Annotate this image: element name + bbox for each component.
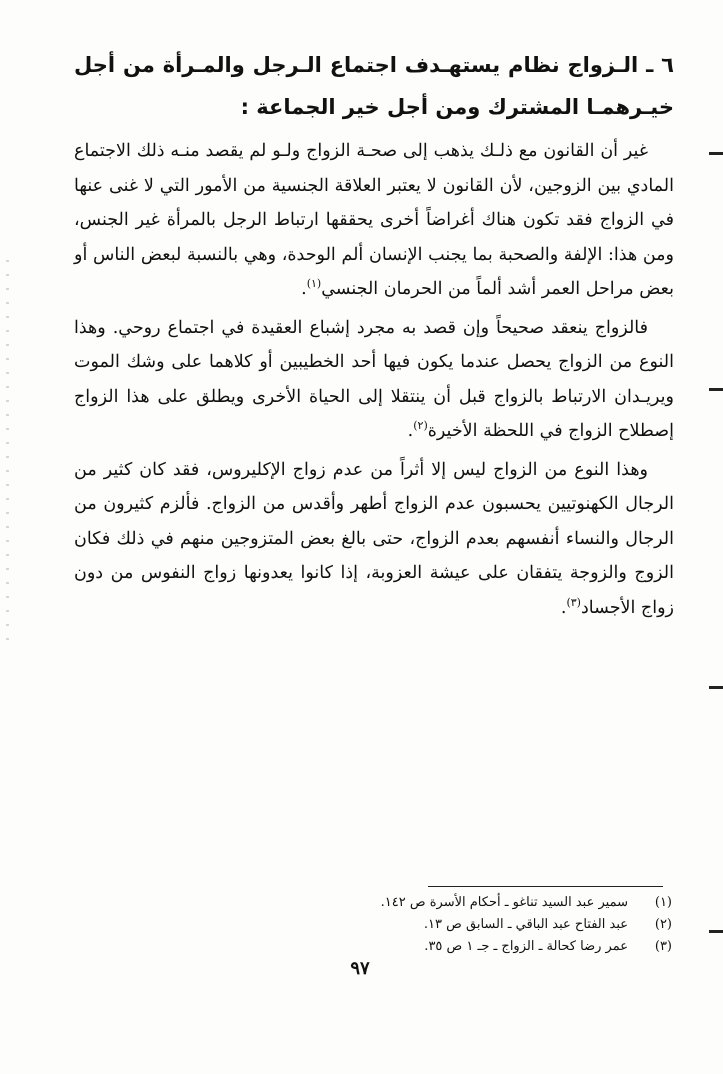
margin-mark (709, 388, 723, 391)
section-heading: ٦ ـ الـزواج نظام يستهـدف اجتماع الـرجل والمـرأة من أجل خيـرهمـا المشترك ومن أجل خير الجماعة : (74, 53, 674, 119)
paragraph-end: . (407, 421, 414, 441)
footnotes (200, 892, 672, 958)
paragraph-1 (74, 134, 674, 307)
paragraph-text: وهذا النوع من الزواج ليس إلا أثراً من عدم زواج الإكليروس، فقد كان كثير من الرجال الكهنوتيين يحسبون عدم الزواج أطهر وأقدس من الزواج. فألزم كثيرون من الرجال والنساء أنفسهم بعدم الزواج، حتى بالغ بعض المتزوجين منهم في ذلك فكان الزوج والزوجة يتفقان على عيشة العزوبة، إذا كانوا يعدونها زواج النفوس من دون زواج الأجساد (74, 459, 674, 618)
margin-mark (709, 152, 723, 155)
scan-edge-noise (6, 260, 9, 640)
page-number: ٩٧ (350, 958, 370, 979)
footnote-text: سمير عبد السيد تناغو ـ أحكام الأسرة ص ١٤٢. (380, 895, 628, 910)
paragraph-2 (74, 311, 674, 449)
margin-mark (709, 930, 723, 933)
footnote-ref: (٣) (566, 595, 581, 609)
footnote-item (200, 936, 672, 958)
footnote-ref: (١) (306, 277, 322, 291)
footnote-ref: (٢) (413, 419, 428, 433)
footnote-item (200, 914, 672, 936)
footnote-number: (١) (654, 895, 672, 910)
paragraph-text: فالزواج ينعقد صحيحاً وإن قصد به مجرد إشباع العقيدة في اجتماع روحي. وهذا النوع من الزواج يحصل عندما يكون فيها أحد الخطيبين أو كلاهما على وشك الموت ويريـدان الارتباط بالزواج قبل أن ينتقلا إلى الحياة الأخرى ويطلق على هذا الزواج إصطلاح الزواج في اللحظة الأخيرة (74, 317, 674, 441)
paragraph-text: غير أن القانون مع ذلـك يذهب إلى صحـة الزواج ولـو لم يقصد منـه ذلك الاجتماع المادي بين الزوجين، لأن القانون لا يعتبر العلاقة الجنسية من الأمور التي لا غنى عنها في الزواج فقد تكون هناك أغراضاً أخرى يحققها ارتباط الرجل بالمرأة غير الجنس، ومن هذا: الإلفة والصحبة بما يجنب الإنسان ألم الوحدة، وهي بالنسبة لبعض الناس أو بعض مراحل العمر أشد ألماً من الحرمان الجنسي (74, 141, 674, 299)
footnote-number: (٣) (654, 939, 672, 954)
footnote-separator (428, 886, 663, 887)
main-text (74, 44, 674, 629)
paragraph-end: . (301, 279, 307, 299)
paragraph-end: . (560, 597, 567, 618)
footnote-number: (٢) (654, 917, 672, 932)
footnote-text: عمر رضا كحالة ـ الزواج ـ جـ ١ ص ٣٥. (424, 939, 628, 954)
footnote-text: عبد الفتاح عبد الباقي ـ السابق ص ١٣. (423, 917, 628, 932)
margin-mark (709, 686, 723, 689)
paragraph-3 (74, 453, 674, 626)
footnote-item (200, 892, 672, 914)
